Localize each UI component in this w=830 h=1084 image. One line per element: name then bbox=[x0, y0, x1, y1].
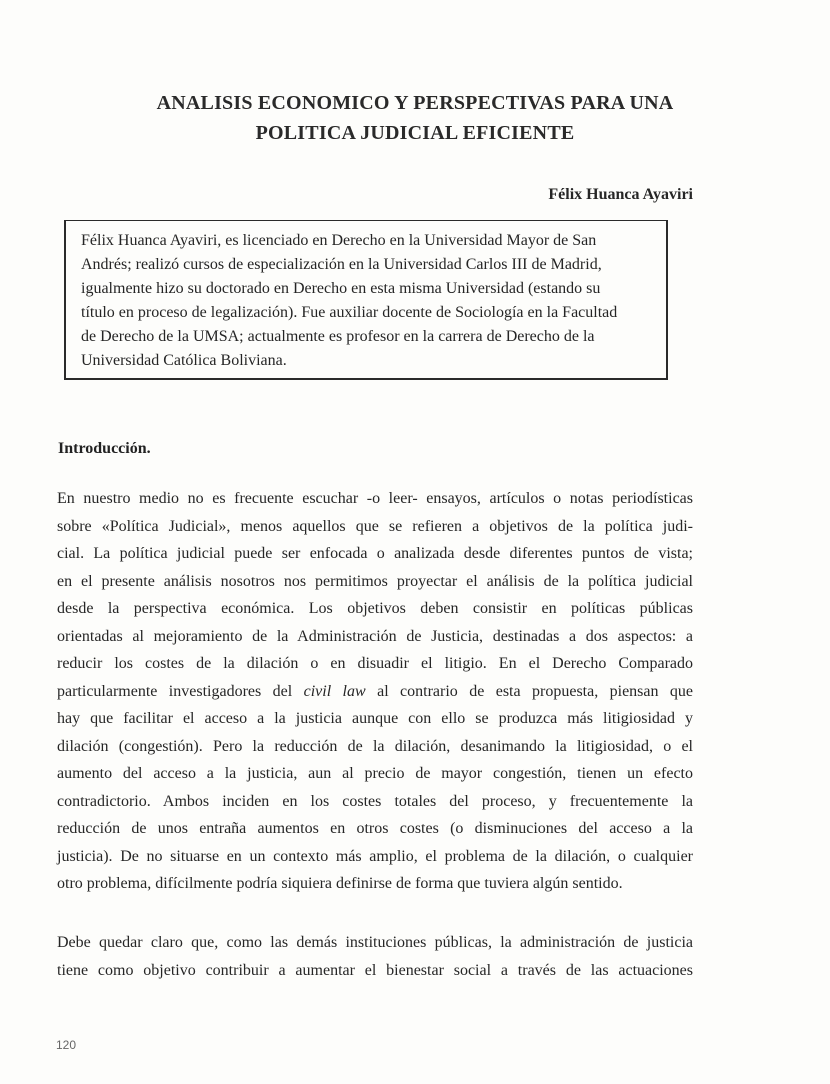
bio-line: título en proceso de legalización). Fue auxiliar docente de Sociología en la Facultad bbox=[81, 304, 618, 321]
paragraph-1 bbox=[57, 485, 693, 898]
paragraph-line: En nuestro medio no es frecuente escuchar -o leer- ensayos, artículos o notas periodísticas bbox=[57, 490, 693, 507]
paragraph-line: justicia). De no situarse en un contexto más amplio, el problema de la dilación, o cualquier bbox=[57, 847, 693, 865]
paragraph-line: contradictorio. Ambos inciden en los costes totales del proceso, y frecuentemente la bbox=[57, 792, 693, 810]
bio-line: Universidad Católica Boliviana. bbox=[81, 352, 287, 369]
bio-line: de Derecho de la UMSA; actualmente es profesor en la carrera de Derecho de la bbox=[81, 328, 595, 345]
line-text: al contrario de esta propuesta, piensan que bbox=[365, 682, 694, 700]
bio-line: igualmente hizo su doctorado en Derecho en esta misma Universidad (estando su bbox=[81, 280, 601, 297]
paragraph-line: sobre «Política Judicial», menos aquellos que se refieren a objetivos de la política judi- bbox=[57, 517, 693, 535]
title-line-2: POLITICA JUDICIAL EFICIENTE bbox=[255, 122, 575, 144]
paragraph-line: orientadas al mejoramiento de la Administración de Justicia, destinadas a dos aspectos: a bbox=[57, 627, 693, 645]
author-bio-box bbox=[64, 220, 668, 380]
title-line-1: ANALISIS ECONOMICO Y PERSPECTIVAS PARA UNA bbox=[156, 92, 674, 114]
author-name: Félix Huanca Ayaviri bbox=[548, 186, 693, 203]
paragraph-line: Debe quedar claro que, como las demás instituciones públicas, la administración de justicia bbox=[57, 934, 693, 951]
page-number: 120 bbox=[56, 1038, 77, 1052]
paragraph-line: hay que facilitar el acceso a la justicia aunque con ello se produzca más litigiosidad y bbox=[57, 710, 693, 727]
section-heading: Introducción. bbox=[58, 440, 151, 457]
bio-line: Andrés; realizó cursos de especialización en la Universidad Carlos III de Madrid, bbox=[81, 256, 602, 273]
paragraph-line: tiene como objetivo contribuir a aumentar el bienestar social a través de las actuaciones bbox=[57, 961, 693, 979]
paragraph-line-with-italic bbox=[57, 678, 693, 706]
italic-term: civil law bbox=[303, 682, 366, 700]
paragraph-line: cial. La política judicial puede ser enfocada o analizada desde diferentes puntos de vista; bbox=[57, 545, 693, 562]
paragraph-line: aumento del acceso a la justicia, aun al precio de mayor congestión, tienen un efecto bbox=[57, 765, 693, 782]
article-title bbox=[60, 88, 770, 148]
paragraph-line: reducción de unos entraña aumentos en otros costes (o disminuciones del acceso a la bbox=[57, 820, 693, 837]
line-text: particularmente investigadores del bbox=[57, 682, 304, 700]
paragraph-line: en el presente análisis nosotros nos permitimos proyectar el análisis de la política judicial bbox=[57, 572, 693, 590]
paragraph-line: dilación (congestión). Pero la reducción de la dilación, desanimando la litigiosidad, o el bbox=[57, 737, 693, 755]
paragraph-line: desde la perspectiva económica. Los objetivos deben consistir en políticas públicas bbox=[57, 600, 693, 617]
paragraph-2 bbox=[57, 929, 693, 984]
paragraph-line: reducir los costes de la dilación o en disuadir el litigio. En el Derecho Comparado bbox=[57, 655, 693, 672]
bio-line: Félix Huanca Ayaviri, es licenciado en Derecho en la Universidad Mayor de San bbox=[81, 232, 597, 249]
paragraph-line: otro problema, difícilmente podría siquiera definirse de forma que tuviera algún sentido. bbox=[57, 875, 623, 892]
